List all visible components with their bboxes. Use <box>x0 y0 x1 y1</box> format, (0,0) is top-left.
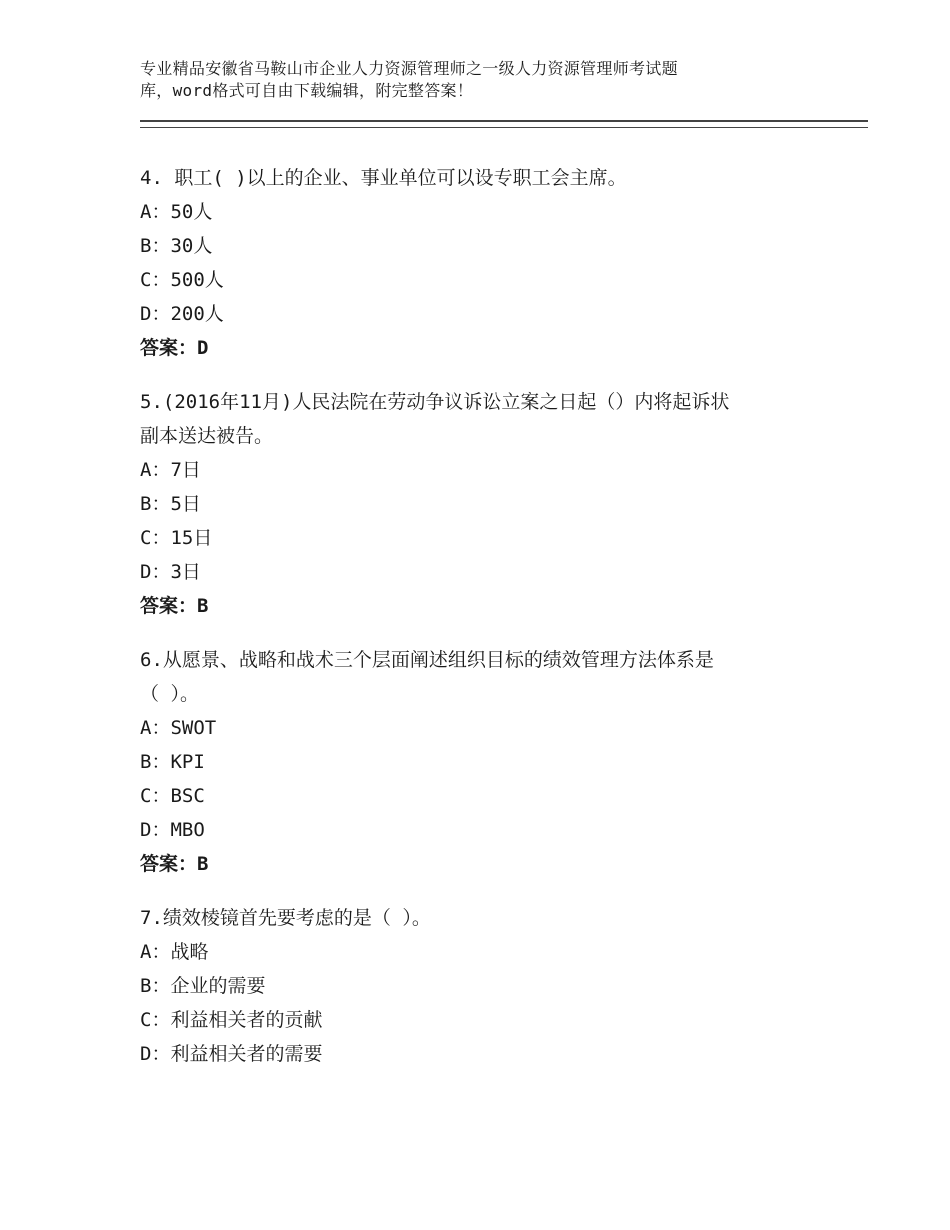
question-stem: 4. 职工( )以上的企业、事业单位可以设专职工会主席。 <box>140 167 627 189</box>
option-b: B：KPI <box>140 751 205 773</box>
option-a: A：SWOT <box>140 717 217 739</box>
option-d: D：3日 <box>140 561 201 583</box>
option-b: B：30人 <box>140 235 213 257</box>
question-7 <box>140 901 840 1071</box>
option-a: A：战略 <box>140 941 209 963</box>
option-c: C：利益相关者的贡献 <box>140 1009 323 1031</box>
question-stem: 5.(2016年11月)人民法院在劳动争议诉讼立案之日起（）内将起诉状 <box>140 391 730 413</box>
question-stem-continued: 副本送达被告。 <box>140 425 274 447</box>
option-d: D：MBO <box>140 819 205 841</box>
option-c: C：15日 <box>140 527 213 549</box>
answer: 答案：B <box>140 595 209 617</box>
option-c: C：500人 <box>140 269 224 291</box>
option-c: C：BSC <box>140 785 205 807</box>
question-4 <box>140 161 840 365</box>
header-line-1: 专业精品安徽省马鞍山市企业人力资源管理师之一级人力资源管理师考试题 <box>140 59 678 78</box>
question-stem-continued: （ ）。 <box>140 683 199 705</box>
option-d: D：200人 <box>140 303 224 325</box>
option-a: A：50人 <box>140 201 213 223</box>
option-b: B：5日 <box>140 493 201 515</box>
option-a: A：7日 <box>140 459 201 481</box>
header-line-2: 库，word格式可自由下载编辑，附完整答案！ <box>140 81 474 100</box>
option-d: D：利益相关者的需要 <box>140 1043 323 1065</box>
question-5 <box>140 385 840 623</box>
header-divider <box>140 120 868 128</box>
option-b: B：企业的需要 <box>140 975 266 997</box>
answer: 答案：D <box>140 337 209 359</box>
document-header <box>140 58 780 102</box>
question-stem: 6.从愿景、战略和战术三个层面阐述组织目标的绩效管理方法体系是 <box>140 649 714 671</box>
question-stem: 7.绩效棱镜首先要考虑的是（ ）。 <box>140 907 431 929</box>
question-6 <box>140 643 840 881</box>
question-list <box>140 161 840 1091</box>
answer: 答案：B <box>140 853 209 875</box>
